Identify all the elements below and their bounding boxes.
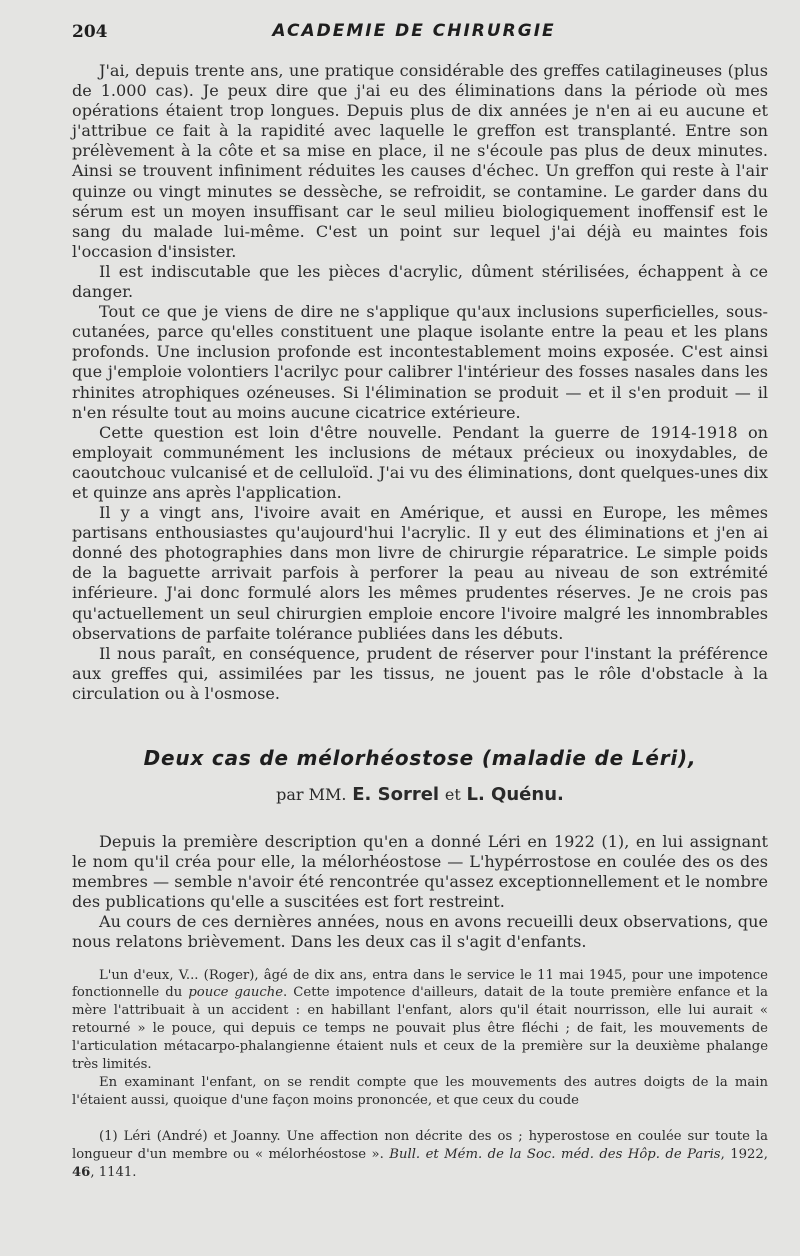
discussion-paragraph: Tout ce que je viens de dire ne s'applique qu'aux inclusions superficielles, sous-cutanées, parce qu'elles constituent une plaque isolante entre la peau et les plans profonds. Une inclusion profonde est incontestablement moins exposée. C'est ainsi que j'emploie volontiers l'acrilyc pour calibrer l'intérieur des fosses nasales dans les rhinites atrophiques ozéneuses. Si l'élimination se produit — et il s'en produit — il n'en résulte tout au moins aucune cicatrice extérieure. [72, 302, 768, 422]
intro-paragraph: Depuis la première description qu'en a donné Léri en 1922 (1), en lui assignant le nom qu'il créa pour elle, la mélorhéostose — L'hypérrostose en coulée des os des membres — semble n'avoir été rencontrée qu'assez exceptionnellement et le nombre des publications qu'elle a suscitées est fort restreint. [72, 832, 768, 912]
footnote-year: , 1922, [720, 1146, 768, 1162]
intro-paragraph: Au cours de ces dernières années, nous en avons recueilli deux observations, que nous relatons brièvement. Dans les deux cas il s'agit d'enfants. [72, 912, 768, 952]
discussion-paragraph: Il est indiscutable que les pièces d'acrylic, dûment stérilisées, échappent à ce danger. [72, 261, 768, 302]
discussion-paragraph: Cette question est loin d'être nouvelle. Pendant la guerre de 1914-1918 on employait communément les inclusions de métaux précieux ou inoxydables, de caoutchouc vulcanisé et de celluloïd. J'ai vu des éliminations, dont quelques-unes dix et quinze ans après l'application. [72, 422, 768, 502]
author-name: E. Sorrel [352, 784, 440, 805]
author-name: L. Quénu. [466, 784, 564, 805]
footnote-page: , 1141. [90, 1164, 137, 1180]
footnote-text: (1) Léri (André) et Joanny. Une affection non décrite des os ; hyperostose en coulée sur toute la longueur d'un membre ou « mélorhéostose ». [72, 1128, 768, 1162]
observation-paragraph [72, 967, 768, 1074]
running-title: ACADEMIE DE CHIRURGIE [272, 21, 556, 41]
observation-emphasis: pouce gauche [188, 985, 283, 1001]
article-title: Deux cas de mélorhéostose (maladie de Léri), [143, 746, 697, 770]
footnote [72, 1128, 768, 1182]
page-header [72, 18, 756, 48]
footnote-volume: 46 [72, 1164, 91, 1180]
byline-conjunction: et [444, 785, 461, 804]
discussion-paragraph: J'ai, depuis trente ans, une pratique considérable des greffes catilagineuses (plus de 1.000 cas). Je peux dire que j'ai eu des éliminations dans la période où mes opérations étaient trop longues. Depuis plus de dix années je n'en ai eu aucune et j'attribue ce fait à la rapidité avec laquelle le greffon est transplanté. Entre son prélèvement à la côte et sa mise en place, il ne s'écoule pas plus de deux minutes. Ainsi se trouvent infiniment réduites les causes d'échec. Un greffon qui reste à l'air quinze ou vingt minutes se dessèche, se refroidit, se contamine. Le garder dans du sérum est un moyen insuffisant car le seul milieu biologiquement inoffensif est le sang du malade lui-même. C'est un point sur lequel j'ai déjà eu maintes fois l'occasion d'insister. [72, 61, 768, 261]
discussion-paragraph: Il y a vingt ans, l'ivoire avait en Amérique, et aussi en Europe, les mêmes partisans enthousiastes qu'aujourd'hui l'acrylic. Il y eut des éliminations et j'en ai donné des photographies dans mon livre de chirurgie réparatrice. Le simple poids de la baguette arrivait parfois à perforer la peau au niveau de son extrémité inférieure. J'ai donc formulé alors les mêmes prudentes réserves. Je ne crois pas qu'actuellement un seul chirurgien emploie encore l'ivoire malgré les innombrables observations de parfaite tolérance publiées dans les débuts. [72, 503, 768, 643]
byline-prefix: par MM. [276, 785, 347, 804]
observation-text: . Cette impotence d'ailleurs, datait de la toute première enfance et la mère l'attribuait à un accident : en habillant l'enfant, alors qu'il était nourrisson, elle lui aurait « retourné » le pouce, qui depuis ce temps ne pouvait plus être fléchi ; de fait, les mouvements de l'articulation métacarpo-phalangienne étaient nuls et ceux de la première sur la deuxième phalange très limités. [72, 985, 768, 1073]
article-byline [72, 784, 768, 805]
article-intro [72, 832, 768, 953]
observation-paragraph: En examinant l'enfant, on se rendit compte que les mouvements des autres doigts de la main l'étaient aussi, quoique d'une façon moins prononcée, et que ceux du coude [72, 1075, 768, 1108]
page-body [72, 61, 768, 1182]
footnote-journal: Bull. et Mém. de la Soc. méd. des Hôp. de Paris [389, 1146, 721, 1162]
discussion-section [72, 61, 768, 704]
observation-block [72, 967, 768, 1110]
page-number: 204 [72, 22, 108, 42]
observation-text: L'un d'eux, V... (Roger), âgé de dix ans, entra dans le service le 11 mai 1945, pour une impotence fonctionnelle du [72, 967, 768, 1001]
discussion-paragraph: Il nous paraît, en conséquence, prudent de réserver pour l'instant la préférence aux greffes qui, assimilées par les tissus, ne jouent pas le rôle d'obstacle à la circulation ou à l'osmose. [72, 643, 768, 703]
